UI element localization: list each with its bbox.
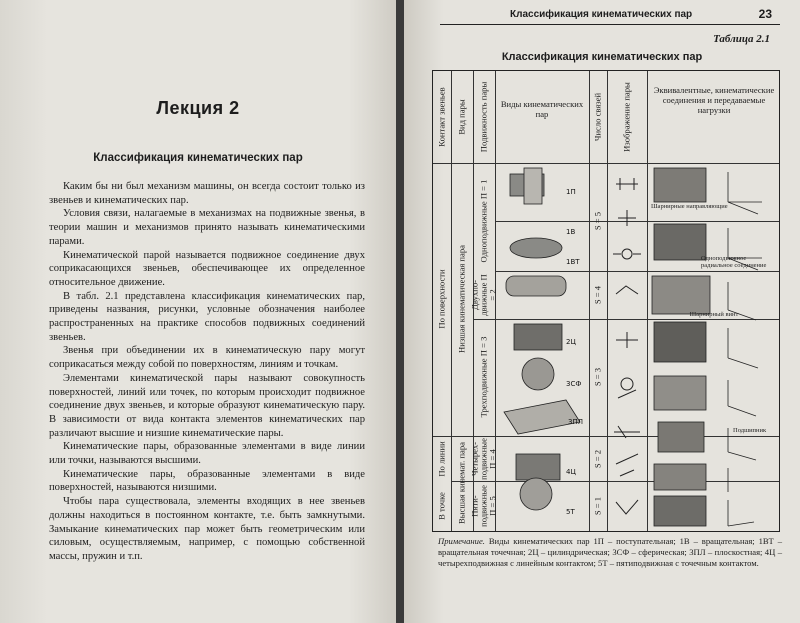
svg-text:2Ц: 2Ц	[566, 338, 576, 346]
left-page	[0, 0, 396, 623]
table-note	[438, 536, 782, 570]
paragraph: Звенья при объединении их в кинематическую пару могут соприкасаться между собой по поверхностям, линиям и точкам.	[49, 345, 365, 371]
section-title: Классификация кинематических пар	[93, 152, 303, 164]
table-number: Таблица 2.1	[713, 33, 770, 45]
constraint-5: S = 5	[592, 211, 603, 231]
constraint-2: S = 2	[592, 449, 603, 469]
contact-surface: По поверхности	[436, 269, 447, 329]
page-number: 23	[758, 7, 772, 21]
paragraph: Условия связи, налагаемые в механизмах на подвижные звенья, в теории машин и механизмов принято называть кинематическими парами.	[49, 208, 365, 247]
header-pair-type: Вид пары	[456, 99, 467, 135]
pair-lower: Низшая кинематическая пара	[456, 245, 467, 353]
svg-text:4Ц: 4Ц	[566, 468, 576, 476]
contact-line: По линии	[436, 441, 447, 477]
lecture-title: Лекция 2	[156, 98, 240, 118]
svg-text:3СФ: 3СФ	[566, 380, 582, 388]
mobility-2: Двухпо- движные П = 2	[469, 274, 498, 316]
mobility-3: Трехподвижные П = 3	[478, 336, 489, 418]
mobility-5: Пяти- подвижные П = 5	[469, 485, 498, 527]
equiv-label-3: Шарнирный винт	[689, 311, 739, 318]
header-views: Виды кинематических пар	[500, 99, 584, 119]
classification-table	[432, 70, 780, 532]
table-title: Классификация кинематических пар	[501, 51, 703, 63]
note-text: Виды кинематических пар 1П – поступательная; 1В – вращательная; 1ВТ – вращательная точечная; 2Ц – цилиндрическая; 3СФ – сферическая; 3ПЛ – плоскостная; 4Ц – четырехподвижная с линейным контактом; 5Т – пятиподвижная с точечным контактом.	[438, 536, 782, 569]
svg-text:1В: 1В	[566, 228, 576, 236]
svg-text:1П: 1П	[566, 188, 576, 196]
equivalent-drawings	[648, 164, 778, 530]
paragraph: Кинематические пары, образованные элементами в виде поверхностей, называются низшими.	[49, 468, 365, 494]
header-contact: Контакт звеньев	[436, 87, 447, 147]
svg-text:3ПЛ: 3ПЛ	[568, 418, 583, 426]
svg-text:1ВТ: 1ВТ	[566, 258, 580, 266]
paragraph: Каким бы ни был механизм машины, он всегда состоит только из звеньев и кинематических пар.	[49, 181, 365, 206]
col-rule	[451, 71, 452, 531]
paragraph: Кинематической парой называется подвижное соединение двух соприкасающихся звеньев, обеспечивающее их определенное относительное движение.	[49, 249, 365, 288]
pair-symbols	[608, 164, 647, 530]
body-text	[49, 180, 365, 564]
right-page	[404, 0, 800, 623]
paragraph: В табл. 2.1 представлена классификация кинематических пар, приведены названия, рисунки, условные обозначения наиболее распространенных на практике способов подвижных соединений звеньев.	[49, 290, 365, 343]
running-head	[440, 6, 780, 25]
mobility-1: Одноподвижные П = 1	[478, 179, 489, 263]
col-rule	[589, 71, 590, 531]
header-symbol: Изображение пары	[621, 82, 632, 152]
header-constraints: Число связей	[592, 92, 603, 142]
paragraph: Чтобы пара существовала, элементы входящих в нее звеньев должны находиться в постоянном контакте, т.е. быть замкнутыми. Замыкание кинематических пар может быть геометрическим или силовым, осуществляемым, например, с помощью собственной массы, пружин и т.п.	[49, 496, 365, 562]
contact-point: В точке	[436, 492, 447, 520]
constraint-1: S = 1	[592, 496, 603, 516]
header-equivalent: Эквивалентные, кинематические соединения и передаваемые нагрузки	[653, 85, 775, 115]
pair-higher: Высшая кинемат. пара	[456, 442, 467, 524]
mobility-4: Четырех- подвижные П = 4	[469, 438, 498, 480]
equiv-label-1: Шарнирные направляющие	[651, 203, 728, 210]
running-head-title: Классификация кинематических пар	[510, 9, 693, 20]
paragraph: Элементами кинематической пары называют совокупность поверхностей, линий или точек, по которым происходит подвижное соединение двух звеньев, и которые образуют кинематическую пару. В зависимости от вида контакта элементов кинематических пар различают высшие и низшие кинематические пары.	[49, 372, 365, 439]
pair-drawings	[496, 164, 589, 530]
constraint-3: S = 3	[592, 367, 603, 387]
book-gutter	[396, 0, 404, 623]
paragraph: Кинематические пары, образованные элементами в виде линии или точки, называются высшими.	[49, 441, 365, 467]
equiv-label-4: Подшипник	[733, 427, 767, 434]
note-label: Примечание.	[438, 536, 485, 546]
equiv-label-2: Одноподвижное радиальное соединение	[701, 255, 767, 269]
header-mobility: Подвижность пары	[478, 81, 489, 153]
svg-text:5Т: 5Т	[566, 508, 575, 516]
constraint-4: S = 4	[592, 285, 603, 305]
